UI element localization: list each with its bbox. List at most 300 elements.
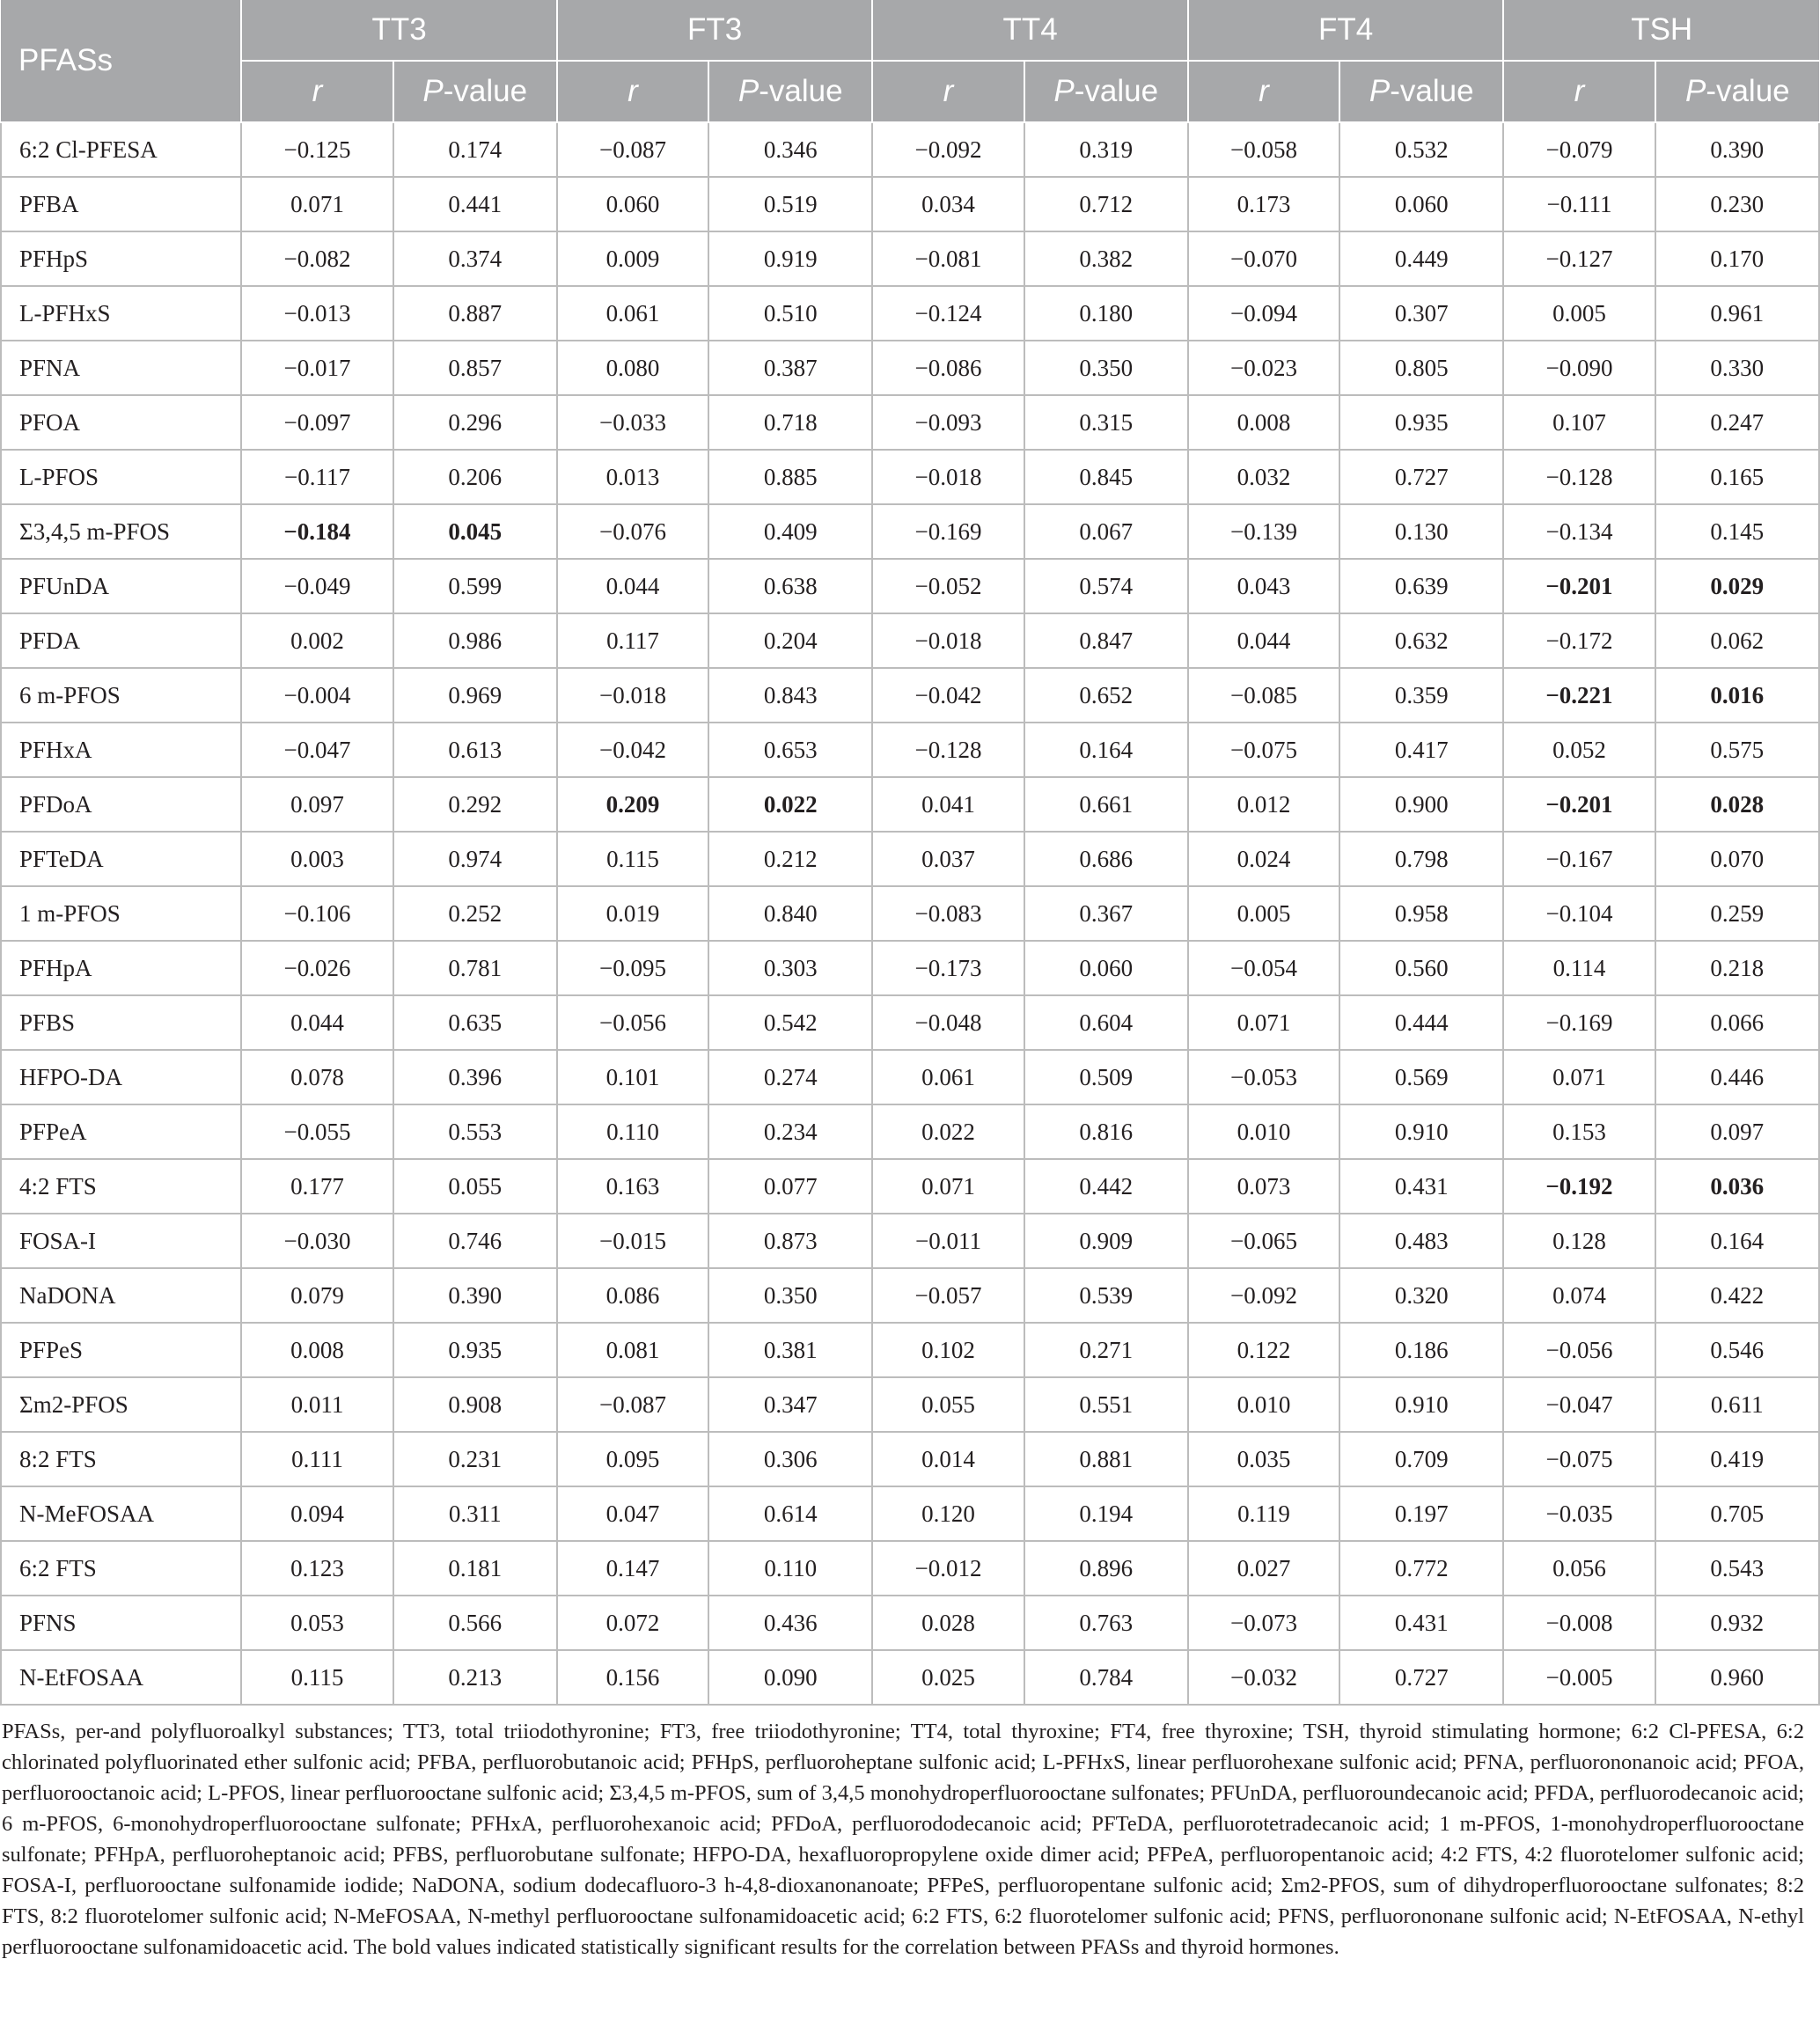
cell-tt4-pvalue: 0.847 (1024, 613, 1188, 668)
cell-ft3-r: 0.086 (557, 1268, 708, 1323)
subheader-p-suffix: -value (759, 74, 843, 108)
cell-tt3-r: 0.002 (241, 613, 393, 668)
cell-pfas-name: 6 m-PFOS (1, 668, 241, 723)
cell-ft3-pvalue: 0.718 (708, 395, 872, 450)
cell-ft3-r: 0.081 (557, 1323, 708, 1377)
cell-ft3-r: 0.209 (557, 777, 708, 832)
cell-tsh-r: 0.005 (1503, 286, 1655, 341)
cell-ft4-r: −0.023 (1188, 341, 1339, 395)
cell-tt3-pvalue: 0.252 (393, 886, 557, 941)
cell-tsh-pvalue: 0.932 (1655, 1596, 1819, 1650)
cell-tsh-r: −0.134 (1503, 504, 1655, 559)
table-row (1, 1050, 1819, 1104)
cell-tsh-pvalue: 0.218 (1655, 941, 1819, 995)
header-subcolumn-row (1, 61, 1819, 122)
cell-ft4-pvalue: 0.197 (1339, 1486, 1503, 1541)
cell-tt3-pvalue: 0.857 (393, 341, 557, 395)
cell-ft3-pvalue: 0.303 (708, 941, 872, 995)
cell-tsh-pvalue: 0.165 (1655, 450, 1819, 504)
cell-tt4-pvalue: 0.881 (1024, 1432, 1188, 1486)
cell-tt4-pvalue: 0.509 (1024, 1050, 1188, 1104)
cell-pfas-name: PFOA (1, 395, 241, 450)
cell-tt3-r: 0.097 (241, 777, 393, 832)
cell-tt3-r: −0.082 (241, 231, 393, 286)
table-row (1, 886, 1819, 941)
cell-ft3-pvalue: 0.306 (708, 1432, 872, 1486)
table-row (1, 1214, 1819, 1268)
cell-tt4-pvalue: 0.661 (1024, 777, 1188, 832)
cell-tsh-r: 0.114 (1503, 941, 1655, 995)
cell-tt3-pvalue: 0.908 (393, 1377, 557, 1432)
table-row (1, 668, 1819, 723)
subheader-tsh-pvalue (1655, 61, 1819, 122)
cell-ft3-pvalue: 0.346 (708, 122, 872, 177)
cell-ft3-pvalue: 0.234 (708, 1104, 872, 1159)
cell-ft4-pvalue: 0.060 (1339, 177, 1503, 231)
subheader-r-label: r (943, 74, 954, 108)
cell-pfas-name: L-PFOS (1, 450, 241, 504)
cell-tsh-r: −0.047 (1503, 1377, 1655, 1432)
cell-tsh-r: −0.090 (1503, 341, 1655, 395)
cell-ft4-r: 0.010 (1188, 1377, 1339, 1432)
cell-tt3-pvalue: 0.311 (393, 1486, 557, 1541)
cell-tt3-r: −0.055 (241, 1104, 393, 1159)
cell-tsh-pvalue: 0.960 (1655, 1650, 1819, 1705)
cell-tt4-pvalue: 0.539 (1024, 1268, 1188, 1323)
table-row (1, 995, 1819, 1050)
cell-tt3-pvalue: 0.292 (393, 777, 557, 832)
cell-tt4-r: −0.012 (872, 1541, 1024, 1596)
cell-tt4-pvalue: 0.845 (1024, 450, 1188, 504)
cell-tt3-pvalue: 0.374 (393, 231, 557, 286)
subheader-tt4-r (872, 61, 1024, 122)
cell-ft4-r: 0.024 (1188, 832, 1339, 886)
cell-ft4-pvalue: 0.910 (1339, 1104, 1503, 1159)
cell-ft4-r: 0.122 (1188, 1323, 1339, 1377)
cell-ft4-r: 0.119 (1188, 1486, 1339, 1541)
cell-ft3-pvalue: 0.510 (708, 286, 872, 341)
cell-tt4-pvalue: 0.350 (1024, 341, 1188, 395)
cell-ft4-pvalue: 0.805 (1339, 341, 1503, 395)
header-pfass: PFASs (1, 0, 241, 122)
cell-tt3-pvalue: 0.599 (393, 559, 557, 613)
cell-tsh-pvalue: 0.330 (1655, 341, 1819, 395)
cell-ft4-r: −0.085 (1188, 668, 1339, 723)
cell-tt4-r: 0.025 (872, 1650, 1024, 1705)
cell-ft3-r: 0.009 (557, 231, 708, 286)
cell-ft3-r: 0.156 (557, 1650, 708, 1705)
cell-ft4-pvalue: 0.431 (1339, 1596, 1503, 1650)
subheader-p-italic: P (1369, 74, 1391, 108)
cell-ft4-pvalue: 0.569 (1339, 1050, 1503, 1104)
cell-tt4-pvalue: 0.060 (1024, 941, 1188, 995)
cell-tt3-r: −0.004 (241, 668, 393, 723)
cell-pfas-name: 6:2 FTS (1, 1541, 241, 1596)
cell-tt4-pvalue: 0.442 (1024, 1159, 1188, 1214)
cell-ft3-r: 0.110 (557, 1104, 708, 1159)
cell-tsh-r: 0.074 (1503, 1268, 1655, 1323)
cell-tsh-pvalue: 0.062 (1655, 613, 1819, 668)
cell-ft3-r: −0.018 (557, 668, 708, 723)
cell-pfas-name: PFNS (1, 1596, 241, 1650)
table-row (1, 1596, 1819, 1650)
cell-tsh-r: −0.056 (1503, 1323, 1655, 1377)
cell-tsh-r: −0.128 (1503, 450, 1655, 504)
cell-ft4-pvalue: 0.449 (1339, 231, 1503, 286)
cell-ft4-r: −0.032 (1188, 1650, 1339, 1705)
cell-tt4-pvalue: 0.686 (1024, 832, 1188, 886)
cell-ft4-pvalue: 0.560 (1339, 941, 1503, 995)
table-row (1, 286, 1819, 341)
cell-pfas-name: PFHpA (1, 941, 241, 995)
cell-tsh-pvalue: 0.390 (1655, 122, 1819, 177)
cell-tt4-pvalue: 0.382 (1024, 231, 1188, 286)
subheader-tt3-r (241, 61, 393, 122)
table-row (1, 1104, 1819, 1159)
cell-ft4-pvalue: 0.632 (1339, 613, 1503, 668)
cell-tsh-pvalue: 0.259 (1655, 886, 1819, 941)
cell-ft4-pvalue: 0.772 (1339, 1541, 1503, 1596)
cell-tt4-r: 0.055 (872, 1377, 1024, 1432)
cell-pfas-name: PFPeA (1, 1104, 241, 1159)
cell-ft4-pvalue: 0.532 (1339, 122, 1503, 177)
cell-pfas-name: PFBA (1, 177, 241, 231)
cell-tsh-r: 0.107 (1503, 395, 1655, 450)
subheader-p-italic: P (738, 74, 760, 108)
cell-tt4-r: 0.120 (872, 1486, 1024, 1541)
cell-pfas-name: PFPeS (1, 1323, 241, 1377)
cell-tt4-r: −0.042 (872, 668, 1024, 723)
cell-tt3-pvalue: 0.231 (393, 1432, 557, 1486)
cell-ft4-pvalue: 0.483 (1339, 1214, 1503, 1268)
subheader-ft4-r (1188, 61, 1339, 122)
cell-tsh-r: −0.127 (1503, 231, 1655, 286)
subheader-r-label: r (1574, 74, 1585, 108)
table-row (1, 395, 1819, 450)
table-body (1, 122, 1819, 1705)
cell-ft4-r: 0.005 (1188, 886, 1339, 941)
cell-ft3-r: −0.087 (557, 122, 708, 177)
cell-tsh-r: −0.111 (1503, 177, 1655, 231)
cell-ft3-pvalue: 0.873 (708, 1214, 872, 1268)
table-row (1, 1432, 1819, 1486)
cell-tt3-pvalue: 0.974 (393, 832, 557, 886)
cell-pfas-name: PFUnDA (1, 559, 241, 613)
cell-ft3-r: −0.087 (557, 1377, 708, 1432)
cell-ft3-r: 0.080 (557, 341, 708, 395)
table-row (1, 341, 1819, 395)
subheader-r-label: r (627, 74, 638, 108)
cell-tt3-r: 0.053 (241, 1596, 393, 1650)
table-footnote: PFASs, per-and polyfluoroalkyl substances; TT3, total triiodothyronine; FT3, free triiodothyronine; TT4, total thyroxine; FT4, free thyroxine; TSH, thyroid stimulating hormone; 6:2 Cl-PFESA, 6:2 chlorinated polyfluorinated ether sulfonic acid; PFBA, perfluorobutanoic acid; PFHpS, perfluoroheptane sulfonic acid; L-PFHxS, linear perfluorohexane sulfonic acid; PFNA, perfluorononanoic acid; PFOA, perfluorooctanoic acid; L-PFOS, linear perfluorooctane sulfonic acid; Σ3,4,5 m-PFOS, sum of 3,4,5 monohydroperfluorooctane sulfonates; PFUnDA, perfluoroundecanoic acid; PFDA, perfluorodecanoic acid; 6 m-PFOS, 6-monohydroperfluorooctane sulfonate; PFHxA, perfluorohexanoic acid; PFDoA, perfluorododecanoic acid; PFTeDA, perfluorotetradecanoic acid; 1 m-PFOS, 1-monohydroperfluorooctane sulfonate; PFHpA, perfluoroheptanoic acid; PFBS, perfluorobutane sulfonate; HFPO-DA, hexafluoropropylene oxide dimer acid; PFPeA, perfluoropentanoic acid; 4:2 FTS, 4:2 fluorotelomer sulfonic acid; FOSA-I, perfluorooctane sulfonamide iodide; NaDONA, sodium dodecafluoro-3 h-4,8-dioxanonanoate; PFPeS, perfluoropentane sulfonic acid; Σm2-PFOS, sum of dihydroperfluorooctane sulfonates; 8:2 FTS, 8:2 fluorotelomer sulfonic acid; N-MeFOSAA, N-methyl perfluorooctane sulfonamidoacetic acid; 6:2 FTS, 6:2 fluorotelomer sulfonic acid; PFNS, perfluorononane sulfonic acid; N-EtFOSAA, N-ethyl perfluorooctane sulfonamidoacetic acid. The bold values indicated statistically significant results for the correlation between PFASs and thyroid hormones. (2, 1720, 1804, 1959)
cell-ft4-pvalue: 0.307 (1339, 286, 1503, 341)
cell-ft4-r: −0.054 (1188, 941, 1339, 995)
cell-pfas-name: N-EtFOSAA (1, 1650, 241, 1705)
table-row (1, 777, 1819, 832)
cell-ft3-r: 0.047 (557, 1486, 708, 1541)
cell-tt3-pvalue: 0.746 (393, 1214, 557, 1268)
cell-tt3-r: 0.003 (241, 832, 393, 886)
cell-pfas-name: PFTeDA (1, 832, 241, 886)
cell-tt4-pvalue: 0.652 (1024, 668, 1188, 723)
cell-tt3-r: −0.047 (241, 723, 393, 777)
cell-ft3-pvalue: 0.347 (708, 1377, 872, 1432)
cell-tt3-r: 0.078 (241, 1050, 393, 1104)
cell-tsh-pvalue: 0.164 (1655, 1214, 1819, 1268)
cell-ft3-r: 0.072 (557, 1596, 708, 1650)
header-group-tt3: TT3 (241, 0, 557, 61)
cell-tsh-pvalue: 0.016 (1655, 668, 1819, 723)
cell-ft3-r: 0.163 (557, 1159, 708, 1214)
cell-ft4-pvalue: 0.444 (1339, 995, 1503, 1050)
cell-tsh-pvalue: 0.611 (1655, 1377, 1819, 1432)
cell-ft3-pvalue: 0.350 (708, 1268, 872, 1323)
cell-tt3-r: −0.184 (241, 504, 393, 559)
cell-tsh-pvalue: 0.028 (1655, 777, 1819, 832)
cell-tt4-pvalue: 0.784 (1024, 1650, 1188, 1705)
cell-ft4-r: 0.044 (1188, 613, 1339, 668)
cell-tt3-r: 0.115 (241, 1650, 393, 1705)
cell-tt4-pvalue: 0.067 (1024, 504, 1188, 559)
cell-tt4-pvalue: 0.896 (1024, 1541, 1188, 1596)
cell-tsh-r: −0.221 (1503, 668, 1655, 723)
cell-pfas-name: 1 m-PFOS (1, 886, 241, 941)
cell-ft3-pvalue: 0.840 (708, 886, 872, 941)
cell-tsh-r: 0.052 (1503, 723, 1655, 777)
cell-tt4-r: 0.014 (872, 1432, 1024, 1486)
cell-tt4-pvalue: 0.604 (1024, 995, 1188, 1050)
cell-tt3-pvalue: 0.396 (393, 1050, 557, 1104)
cell-ft4-r: 0.035 (1188, 1432, 1339, 1486)
table-header (1, 0, 1819, 122)
cell-tsh-r: −0.104 (1503, 886, 1655, 941)
cell-tt3-r: 0.071 (241, 177, 393, 231)
cell-tt3-pvalue: 0.781 (393, 941, 557, 995)
cell-pfas-name: L-PFHxS (1, 286, 241, 341)
cell-tt3-pvalue: 0.213 (393, 1650, 557, 1705)
cell-ft3-pvalue: 0.077 (708, 1159, 872, 1214)
cell-tt3-r: −0.049 (241, 559, 393, 613)
cell-tt4-pvalue: 0.816 (1024, 1104, 1188, 1159)
cell-tt4-r: −0.083 (872, 886, 1024, 941)
cell-ft3-pvalue: 0.542 (708, 995, 872, 1050)
cell-tt3-r: −0.125 (241, 122, 393, 177)
subheader-p-suffix: -value (1706, 74, 1790, 108)
table-row (1, 1650, 1819, 1705)
cell-ft3-pvalue: 0.519 (708, 177, 872, 231)
cell-tt4-pvalue: 0.315 (1024, 395, 1188, 450)
cell-tt3-r: −0.013 (241, 286, 393, 341)
cell-tsh-r: 0.056 (1503, 1541, 1655, 1596)
cell-tt3-r: 0.111 (241, 1432, 393, 1486)
cell-tsh-pvalue: 0.419 (1655, 1432, 1819, 1486)
cell-tsh-pvalue: 0.543 (1655, 1541, 1819, 1596)
cell-ft4-pvalue: 0.130 (1339, 504, 1503, 559)
cell-tt4-r: 0.034 (872, 177, 1024, 231)
cell-ft3-r: 0.061 (557, 286, 708, 341)
table-row (1, 1541, 1819, 1596)
table-row (1, 450, 1819, 504)
cell-pfas-name: HFPO-DA (1, 1050, 241, 1104)
header-group-ft3: FT3 (557, 0, 873, 61)
cell-tt4-r: −0.081 (872, 231, 1024, 286)
cell-ft3-pvalue: 0.212 (708, 832, 872, 886)
cell-tsh-r: 0.153 (1503, 1104, 1655, 1159)
cell-tsh-pvalue: 0.170 (1655, 231, 1819, 286)
cell-ft3-pvalue: 0.204 (708, 613, 872, 668)
cell-tsh-pvalue: 0.230 (1655, 177, 1819, 231)
table-row (1, 559, 1819, 613)
cell-tt3-pvalue: 0.390 (393, 1268, 557, 1323)
cell-tt4-pvalue: 0.180 (1024, 286, 1188, 341)
subheader-r-label: r (1259, 74, 1269, 108)
cell-tsh-r: −0.169 (1503, 995, 1655, 1050)
cell-tt4-r: −0.124 (872, 286, 1024, 341)
cell-tt4-pvalue: 0.271 (1024, 1323, 1188, 1377)
cell-tt4-r: −0.052 (872, 559, 1024, 613)
cell-tt4-pvalue: 0.763 (1024, 1596, 1188, 1650)
cell-pfas-name: 6:2 Cl-PFESA (1, 122, 241, 177)
table-row (1, 1268, 1819, 1323)
cell-ft3-pvalue: 0.885 (708, 450, 872, 504)
cell-ft4-r: 0.012 (1188, 777, 1339, 832)
cell-tt3-r: 0.044 (241, 995, 393, 1050)
cell-tt3-pvalue: 0.045 (393, 504, 557, 559)
cell-tt3-r: −0.017 (241, 341, 393, 395)
cell-tsh-pvalue: 0.961 (1655, 286, 1819, 341)
cell-tt4-r: −0.011 (872, 1214, 1024, 1268)
cell-ft4-r: −0.065 (1188, 1214, 1339, 1268)
cell-tt3-pvalue: 0.613 (393, 723, 557, 777)
cell-ft4-r: −0.092 (1188, 1268, 1339, 1323)
cell-tt3-r: −0.106 (241, 886, 393, 941)
cell-pfas-name: 4:2 FTS (1, 1159, 241, 1214)
cell-ft4-pvalue: 0.935 (1339, 395, 1503, 450)
table-row (1, 122, 1819, 177)
cell-pfas-name: PFHpS (1, 231, 241, 286)
cell-ft3-pvalue: 0.110 (708, 1541, 872, 1596)
cell-ft3-pvalue: 0.843 (708, 668, 872, 723)
cell-pfas-name: PFHxA (1, 723, 241, 777)
cell-tsh-pvalue: 0.422 (1655, 1268, 1819, 1323)
cell-ft4-r: 0.032 (1188, 450, 1339, 504)
cell-tt4-pvalue: 0.194 (1024, 1486, 1188, 1541)
cell-ft3-pvalue: 0.638 (708, 559, 872, 613)
cell-ft3-r: −0.056 (557, 995, 708, 1050)
table-row (1, 723, 1819, 777)
cell-ft4-r: 0.043 (1188, 559, 1339, 613)
cell-tt4-pvalue: 0.909 (1024, 1214, 1188, 1268)
cell-ft4-pvalue: 0.727 (1339, 450, 1503, 504)
cell-pfas-name: Σ3,4,5 m-PFOS (1, 504, 241, 559)
cell-ft4-pvalue: 0.431 (1339, 1159, 1503, 1214)
subheader-ft3-pvalue (708, 61, 872, 122)
cell-ft3-r: 0.044 (557, 559, 708, 613)
cell-tsh-pvalue: 0.070 (1655, 832, 1819, 886)
cell-ft3-r: 0.095 (557, 1432, 708, 1486)
cell-ft3-r: −0.033 (557, 395, 708, 450)
cell-tsh-r: −0.075 (1503, 1432, 1655, 1486)
cell-tt3-pvalue: 0.935 (393, 1323, 557, 1377)
cell-tt3-r: 0.079 (241, 1268, 393, 1323)
cell-tt3-pvalue: 0.553 (393, 1104, 557, 1159)
table-row (1, 231, 1819, 286)
cell-tsh-pvalue: 0.705 (1655, 1486, 1819, 1541)
cell-pfas-name: PFDA (1, 613, 241, 668)
cell-tt3-pvalue: 0.055 (393, 1159, 557, 1214)
cell-ft3-r: −0.042 (557, 723, 708, 777)
cell-tsh-pvalue: 0.066 (1655, 995, 1819, 1050)
cell-tt4-r: −0.018 (872, 450, 1024, 504)
cell-tsh-r: −0.167 (1503, 832, 1655, 886)
cell-tt4-r: −0.093 (872, 395, 1024, 450)
cell-ft3-pvalue: 0.274 (708, 1050, 872, 1104)
cell-tt4-r: −0.173 (872, 941, 1024, 995)
table-row (1, 504, 1819, 559)
cell-tt4-r: 0.028 (872, 1596, 1024, 1650)
cell-pfas-name: FOSA-I (1, 1214, 241, 1268)
cell-ft4-pvalue: 0.417 (1339, 723, 1503, 777)
cell-ft3-pvalue: 0.919 (708, 231, 872, 286)
cell-tt3-r: 0.094 (241, 1486, 393, 1541)
cell-tt4-pvalue: 0.164 (1024, 723, 1188, 777)
cell-tt4-pvalue: 0.574 (1024, 559, 1188, 613)
cell-tt3-pvalue: 0.296 (393, 395, 557, 450)
cell-ft4-pvalue: 0.359 (1339, 668, 1503, 723)
cell-pfas-name: NaDONA (1, 1268, 241, 1323)
table-row (1, 1377, 1819, 1432)
cell-ft4-pvalue: 0.639 (1339, 559, 1503, 613)
subheader-p-suffix: -value (1390, 74, 1474, 108)
cell-tt3-r: 0.177 (241, 1159, 393, 1214)
cell-tt3-r: −0.030 (241, 1214, 393, 1268)
cell-tsh-r: 0.071 (1503, 1050, 1655, 1104)
cell-tt3-r: 0.123 (241, 1541, 393, 1596)
cell-ft4-pvalue: 0.958 (1339, 886, 1503, 941)
subheader-tt3-pvalue (393, 61, 557, 122)
cell-tt3-pvalue: 0.986 (393, 613, 557, 668)
cell-tt4-r: 0.061 (872, 1050, 1024, 1104)
cell-ft3-pvalue: 0.409 (708, 504, 872, 559)
cell-tsh-r: −0.192 (1503, 1159, 1655, 1214)
cell-tt4-r: 0.102 (872, 1323, 1024, 1377)
cell-tt3-pvalue: 0.206 (393, 450, 557, 504)
cell-pfas-name: 8:2 FTS (1, 1432, 241, 1486)
table-row (1, 1486, 1819, 1541)
subheader-p-suffix: -value (1074, 74, 1159, 108)
cell-tsh-pvalue: 0.546 (1655, 1323, 1819, 1377)
cell-tt4-r: −0.048 (872, 995, 1024, 1050)
cell-tsh-pvalue: 0.029 (1655, 559, 1819, 613)
cell-ft3-pvalue: 0.381 (708, 1323, 872, 1377)
cell-ft3-r: 0.060 (557, 177, 708, 231)
cell-tsh-pvalue: 0.097 (1655, 1104, 1819, 1159)
cell-ft3-r: −0.076 (557, 504, 708, 559)
subheader-ft4-pvalue (1339, 61, 1503, 122)
subheader-p-italic: P (1053, 74, 1075, 108)
cell-tt3-pvalue: 0.635 (393, 995, 557, 1050)
cell-tt3-pvalue: 0.887 (393, 286, 557, 341)
cell-tt3-pvalue: 0.969 (393, 668, 557, 723)
cell-tt4-pvalue: 0.367 (1024, 886, 1188, 941)
subheader-p-italic: P (1684, 74, 1706, 108)
table-row (1, 177, 1819, 231)
cell-tsh-r: −0.005 (1503, 1650, 1655, 1705)
cell-tt3-pvalue: 0.181 (393, 1541, 557, 1596)
cell-ft4-r: 0.008 (1188, 395, 1339, 450)
cell-ft4-pvalue: 0.910 (1339, 1377, 1503, 1432)
cell-tsh-r: −0.008 (1503, 1596, 1655, 1650)
